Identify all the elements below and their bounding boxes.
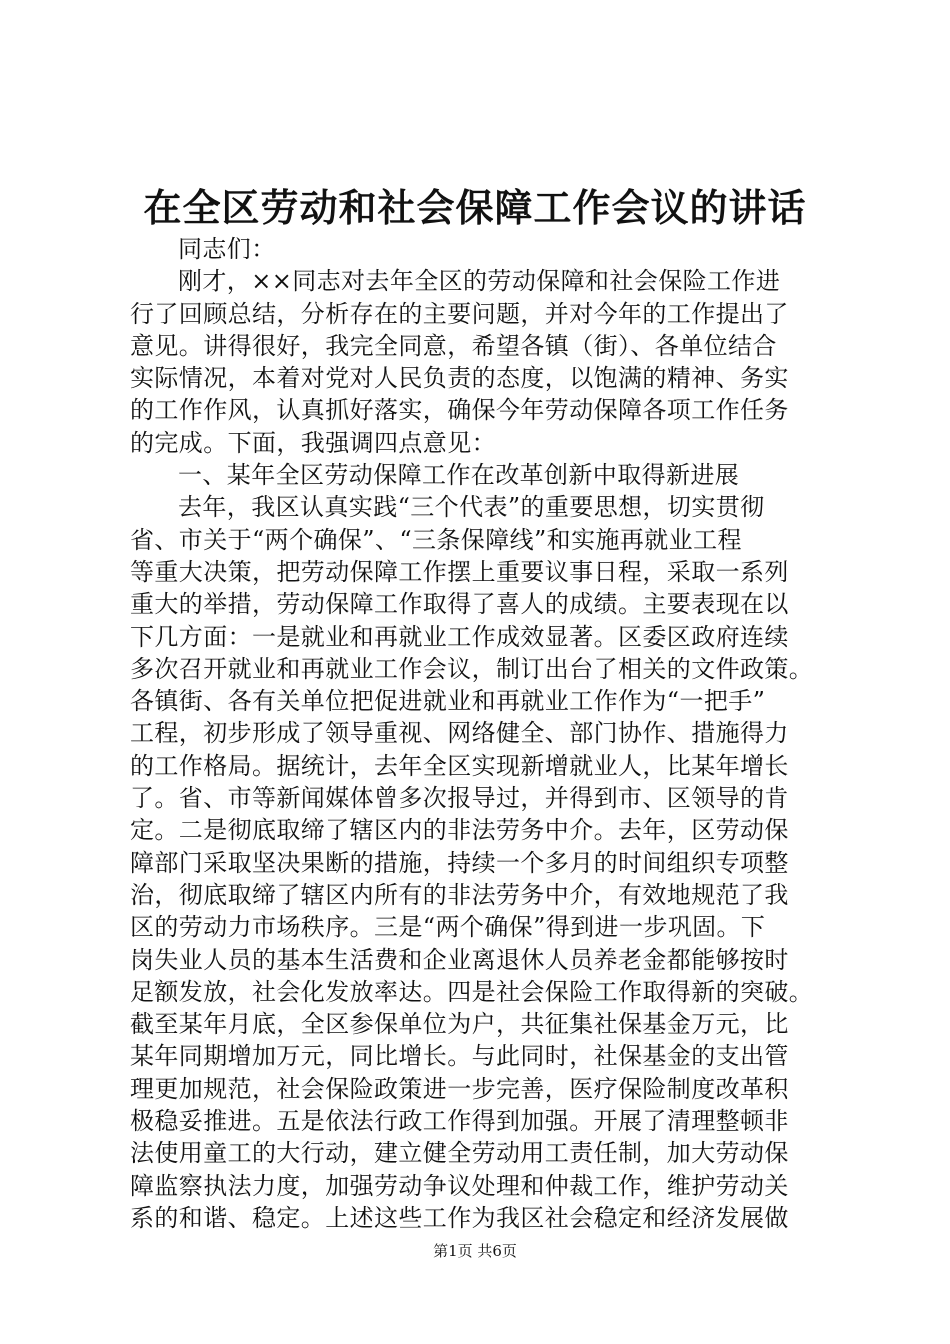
paragraph-line: 的工作格局。据统计，去年全区实现新增就业人，比某年增长 [130,751,789,780]
paragraph-line: 法使用童工的大行动，建立健全劳动用工责任制，加大劳动保 [130,1139,789,1168]
salutation-line: 同志们： [178,235,276,263]
paragraph-line: 足额发放，社会化发放率达。四是社会保险工作取得新的突破。 [130,977,814,1006]
paragraph-line: 障部门采取坚决果断的措施，持续一个多月的时间组织专项整 [130,848,789,877]
paragraph-line: 行了回顾总结，分析存在的主要问题，并对今年的工作提出了 [130,299,789,328]
paragraph-line: 障监察执法力度，加强劳动争议处理和仲裁工作，维护劳动关 [130,1171,789,1200]
paragraph-line: 多次召开就业和再就业工作会议，制订出台了相关的文件政策。 [130,654,814,683]
paragraph-line: 等重大决策，把劳动保障工作摆上重要议事日程，采取一系列 [130,557,789,586]
paragraph-line: 重大的举措，劳动保障工作取得了喜人的成绩。主要表现在以 [130,590,789,619]
paragraph-line: 的完成。下面，我强调四点意见： [130,428,496,457]
paragraph-line: 的工作作风，认真抓好落实，确保今年劳动保障各项工作任务 [130,396,789,425]
paragraph-line: 省、市关于“两个确保”、“三条保障线”和实施再就业工程 [130,525,742,554]
section-heading: 一、某年全区劳动保障工作在改革创新中取得新进展 [178,461,740,490]
paragraph-line: 某年同期增加万元，同比增长。与此同时，社保基金的支出管 [130,1042,789,1071]
paragraph-line: 极稳妥推进。五是依法行政工作得到加强。开展了清理整顿非 [130,1107,789,1136]
paragraph-line: 理更加规范，社会保险政策进一步完善，医疗保险制度改革积 [130,1074,789,1103]
document-body [130,233,860,1234]
paragraph-line: 区的劳动力市场秩序。三是“两个确保”得到进一步巩固。下 [130,913,766,942]
document-title: 在全区劳动和社会保障工作会议的讲话 [143,185,807,230]
paragraph-line: 治，彻底取缔了辖区内所有的非法劳务中介，有效地规范了我 [130,880,789,909]
paragraph-line: 定。二是彻底取缔了辖区内的非法劳务中介。去年，区劳动保 [130,816,789,845]
paragraph-line: 岗失业人员的基本生活费和企业离退休人员养老金都能够按时 [130,945,789,974]
paragraph-line: 意见。讲得很好，我完全同意，希望各镇（街）、各单位结合 [130,331,777,360]
paragraph-line: 各镇街、各有关单位把促进就业和再就业工作作为“一把手” [130,687,766,716]
paragraph-line: 工程，初步形成了领导重视、网络健全、部门协作、措施得力 [130,719,789,748]
paragraph-line: 刚才，××同志对去年全区的劳动保障和社会保险工作进 [178,267,781,296]
paragraph-line: 去年，我区认真实践“三个代表”的重要思想，切实贯彻 [178,493,765,522]
paragraph-line: 系的和谐、稳定。上述这些工作为我区社会稳定和经济发展做 [130,1203,789,1232]
paragraph-line: 下几方面：一是就业和再就业工作成效显著。区委区政府连续 [130,622,789,651]
paragraph-line: 实际情况，本着对党对人民负责的态度，以饱满的精神、务实 [130,364,789,393]
page-number-footer: 第1页 共6页 [433,1242,517,1260]
paragraph-line: 了。省、市等新闻媒体曾多次报导过，并得到市、区领导的肯 [130,784,789,813]
paragraph-line: 截至某年月底，全区参保单位为户，共征集社保基金万元，比 [130,1010,789,1039]
